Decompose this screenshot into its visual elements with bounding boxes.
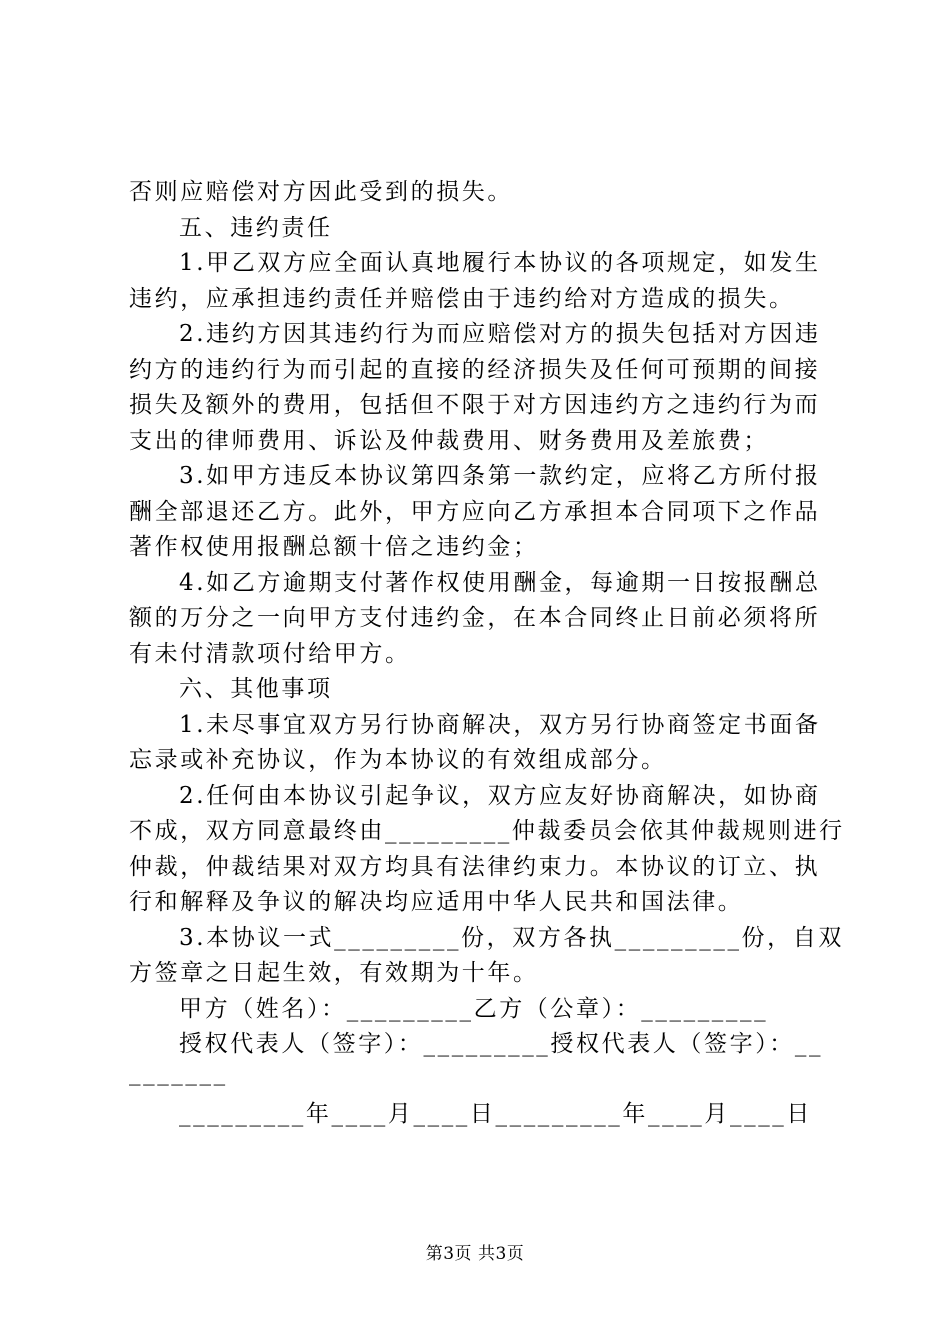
text-line: 有未付清款项付给甲方。: [129, 640, 411, 667]
text-line: 支出的律师费用、诉讼及仲裁费用、财务费用及差旅费；: [129, 427, 769, 454]
section-heading-breach: 五、违约责任: [179, 214, 333, 241]
text-line: 方签章之日起生效，有效期为十年。: [129, 960, 539, 986]
text-line: 损失及额外的费用，包括但不限于对方因违约方之违约行为而: [129, 392, 821, 418]
text-line: 否则应赔偿对方因此受到的损失。: [129, 179, 513, 205]
text-line: 3.如甲方违反本协议第四条第一款约定，应将乙方所付报: [179, 463, 821, 489]
text-line: 不成，双方同意最终由_________仲裁委员会依其仲裁规则进行: [129, 818, 845, 844]
text-line: 约方的违约行为而引起的直接的经济损失及任何可预期的间接: [129, 356, 821, 383]
text-line: 忘录或补充协议，作为本协议的有效组成部分。: [129, 747, 667, 773]
text-line: 1.未尽事宜双方另行协商解决，双方另行协商签定书面备: [179, 711, 821, 738]
section-heading-other: 六、其他事项: [179, 676, 333, 702]
signature-representative-line: 授权代表人（签字）：_________授权代表人（签字）：__: [179, 1031, 824, 1057]
text-line: 行和解释及争议的解决均应适用中华人民共和国法律。: [129, 889, 744, 915]
text-line: 2.任何由本协议引起争议，双方应友好协商解决，如协商: [179, 782, 821, 809]
signature-date-line: _________年____月____日_________年____月____日: [179, 1100, 812, 1127]
text-line: 酬全部退还乙方。此外，甲方应向乙方承担本合同项下之作品: [129, 498, 821, 525]
text-line: 4.如乙方逾期支付著作权使用酬金，每逾期一日按报酬总: [179, 569, 821, 596]
signature-blank-continuation: _______: [129, 1059, 228, 1086]
text-line: 额的万分之一向甲方支付违约金，在本合同终止日前必须将所: [129, 605, 821, 631]
text-line: 著作权使用报酬总额十倍之违约金；: [129, 534, 539, 560]
text-line: 3.本协议一式_________份，双方各执_________份，自双: [179, 924, 844, 951]
document-body: [129, 175, 845, 1132]
text-line: 2.违约方因其违约行为而应赔偿对方的损失包括对方因违: [179, 321, 821, 347]
text-line: 仲裁，仲裁结果对双方均具有法律约束力。本协议的订立、执: [129, 853, 821, 880]
signature-party-line: 甲方（姓名）：_________乙方（公章）：_________: [179, 995, 769, 1022]
text-line: 1.甲乙双方应全面认真地履行本协议的各项规定，如发生: [179, 250, 821, 276]
page-number-footer: 第3页 共3页: [425, 1244, 525, 1264]
text-line: 违约，应承担违约责任并赔偿由于违约给对方造成的损失。: [129, 285, 795, 312]
